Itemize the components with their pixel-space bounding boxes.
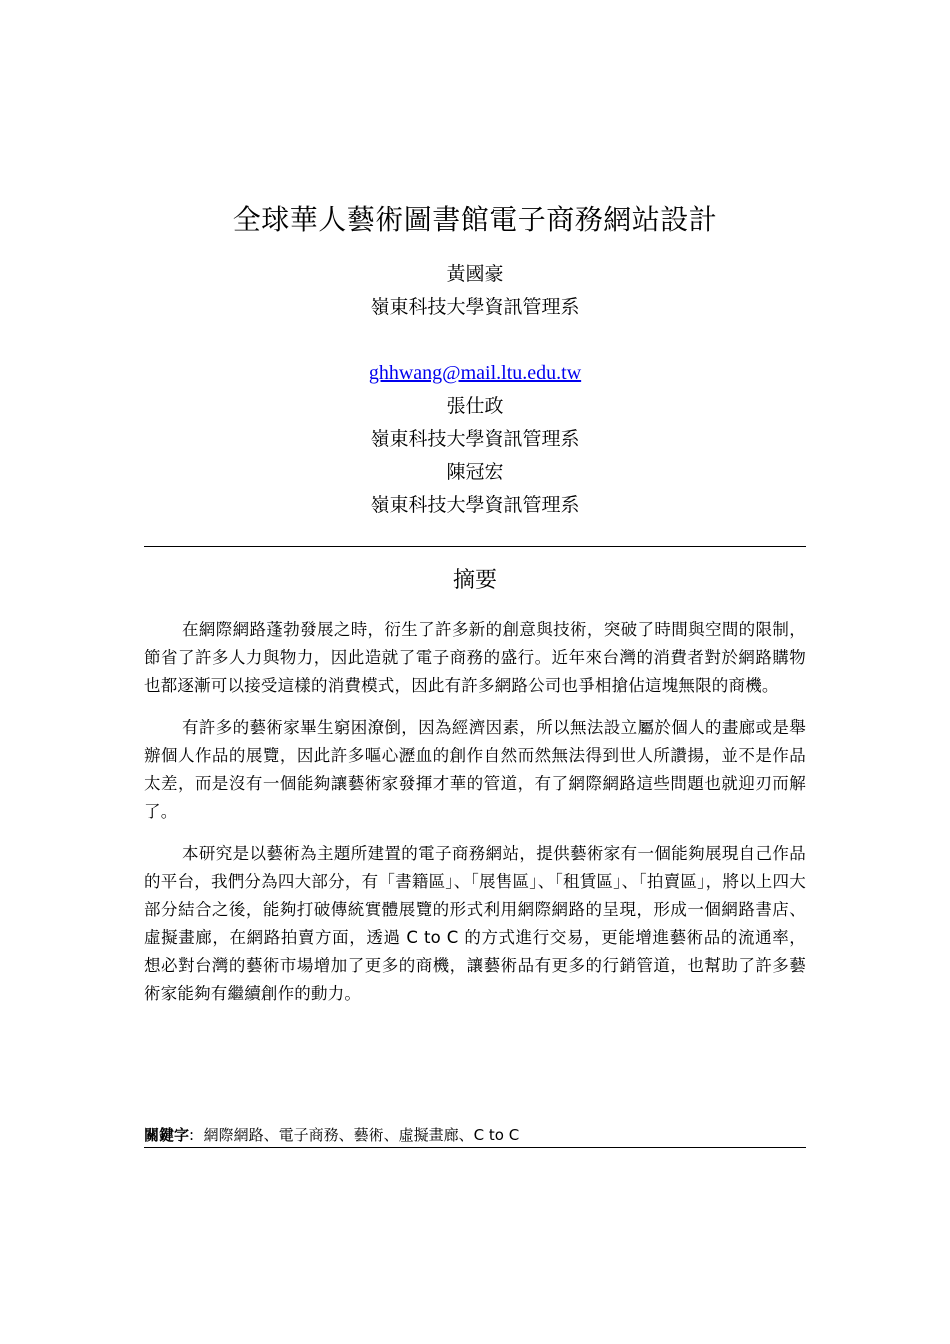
abstract-body [144, 616, 806, 1022]
author-name: 陳冠宏 [446, 461, 504, 483]
paper-title: 全球華人藝術圖書館電子商務網站設計 [232, 203, 718, 236]
author-affiliation: 嶺東科技大學資訊管理系 [370, 428, 580, 450]
abstract-heading: 摘要 [452, 568, 497, 593]
keywords-line [144, 1124, 806, 1148]
author-affiliation: 嶺東科技大學資訊管理系 [370, 494, 580, 516]
author-name: 張仕政 [446, 395, 504, 417]
author-name: 黃國豪 [446, 263, 504, 285]
author-block [144, 258, 806, 522]
horizontal-rule [144, 546, 806, 547]
keywords-separator: : [189, 1126, 195, 1144]
keywords-value: 網際網路、電子商務、藝術、虛擬畫廊、C to C [203, 1126, 520, 1144]
abstract-paragraph: 有許多的藝術家畢生窮困潦倒，因為經濟因素，所以無法設立屬於個人的畫廊或是舉辦個人作品的展覽，因此許多嘔心瀝血的創作自然而然無法得到世人所讚揚，並不是作品太差，而是沒有一個能夠讓藝術家發揮才華的管道，有了網際網路這些問題也就迎刃而解了。 [144, 718, 806, 821]
abstract-paragraph: 在網際網路蓬勃發展之時，衍生了許多新的創意與技術，突破了時間與空間的限制，節省了許多人力與物力，因此造就了電子商務的盛行。近年來台灣的消費者對於網路購物也都逐漸可以接受這樣的消費模式，因此有許多網路公司也爭相搶佔這塊無限的商機。 [144, 620, 806, 695]
keywords-label: 關鍵字 [144, 1126, 190, 1144]
author-affiliation: 嶺東科技大學資訊管理系 [370, 296, 580, 318]
abstract-paragraph: 本研究是以藝術為主題所建置的電子商務網站，提供藝術家有一個能夠展現自己作品的平台，我們分為四大部分，有「書籍區」、「展售區」、「租賃區」、「拍賣區」，將以上四大部分結合之後，能夠打破傳統實體展覽的形式利用網際網路的呈現，形成一個網路書店、虛擬畫廊，在網路拍賣方面，透過 C to C 的方式進行交易，更能增進藝術品的流通率，想必對台灣的藝術市場增加了更多的商機，讓藝術品有更多的行銷管道，也幫助了許多藝術家能夠有繼續創作的動力。 [144, 844, 806, 1003]
author-spacer [144, 324, 806, 357]
author-email-link[interactable]: ghhwang@mail.ltu.edu.tw [368, 362, 582, 384]
